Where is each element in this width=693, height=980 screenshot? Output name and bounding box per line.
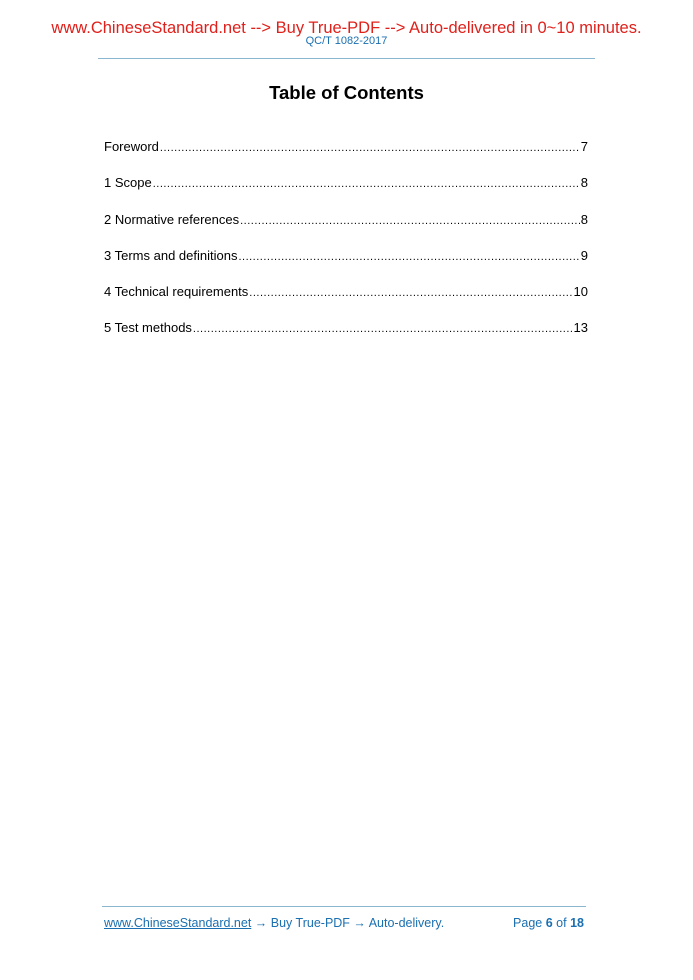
toc-dot-leader	[193, 321, 573, 337]
toc-entry-label: 2 Normative references	[104, 211, 240, 227]
toc-dot-leader	[249, 285, 572, 301]
toc-entry-technical-requirements[interactable]	[104, 284, 588, 320]
toc-title: Table of Contents	[269, 82, 424, 103]
toc-entry-label: 5 Test methods	[104, 320, 192, 336]
footer-site-link[interactable]: www.ChineseStandard.net	[104, 916, 252, 930]
toc-entry-foreword[interactable]	[104, 139, 588, 175]
document-code: QC/T 1082-2017	[305, 35, 388, 47]
page-word: Page	[513, 916, 543, 930]
page-counter	[513, 915, 584, 931]
of-word: of	[556, 916, 567, 930]
toc-list	[104, 139, 588, 357]
total-page-count: 18	[570, 916, 584, 930]
toc-entry-page: 8	[580, 211, 588, 227]
toc-entry-normative-references[interactable]	[104, 212, 588, 248]
toc-dot-leader	[238, 249, 579, 265]
toc-dot-leader	[160, 140, 580, 156]
toc-entry-page: 7	[580, 139, 588, 154]
footer-promo-text: → Buy True-PDF → Auto-delivery.	[251, 916, 445, 930]
toc-entry-test-methods[interactable]	[104, 320, 588, 356]
toc-entry-terms-and-definitions[interactable]	[104, 248, 588, 284]
toc-dot-leader	[240, 213, 580, 229]
toc-entry-label: Foreword	[104, 139, 159, 154]
current-page-number: 6	[545, 916, 553, 930]
toc-entry-page: 10	[573, 284, 588, 300]
promo-banner[interactable]: www.ChineseStandard.net --> Buy True-PDF --> Auto-delivered in 0~10 minutes.	[51, 19, 642, 37]
toc-entry-label: 1 Scope	[104, 175, 152, 191]
footer-promo	[104, 915, 444, 931]
toc-entry-page: 13	[573, 320, 588, 336]
page-footer	[104, 915, 584, 931]
toc-entry-label: 4 Technical requirements	[104, 284, 249, 300]
toc-entry-page: 9	[580, 247, 588, 263]
footer-divider	[102, 906, 586, 907]
toc-entry-label: 3 Terms and definitions	[104, 247, 238, 263]
toc-entry-page: 8	[580, 175, 588, 191]
toc-entry-scope[interactable]	[104, 175, 588, 211]
toc-dot-leader	[153, 176, 580, 192]
header-divider	[98, 58, 595, 59]
